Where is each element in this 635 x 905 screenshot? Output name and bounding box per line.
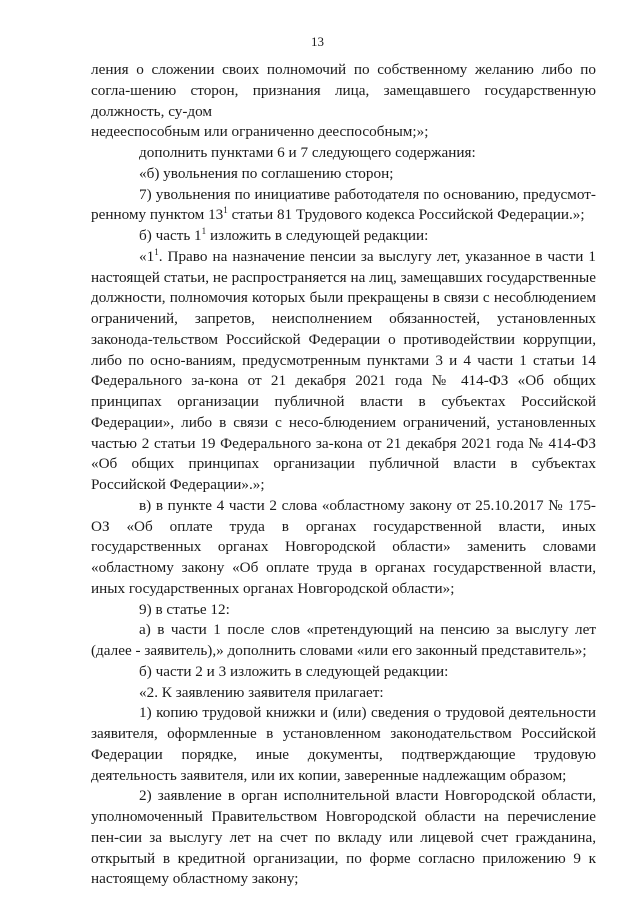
paragraph-text: «1	[139, 247, 155, 265]
superscript: 1	[201, 226, 207, 236]
paragraph: «2. К заявлению заявителя прилагает:	[139, 683, 384, 701]
superscript: 1	[223, 205, 228, 216]
paragraph-text: статьи 81 Трудового кодекса Российской Федерации.»;	[227, 206, 585, 224]
superscript: 1	[154, 246, 159, 257]
paragraph	[91, 185, 596, 227]
paragraph: 2) заявление в орган исполнительной власти Новгородской области, уполномоченный Правительством Новгородской области на перечисление пен-сии за выслугу лет на счет по вкладу или лицевой счет гражданина, открытый в кредитной организации, по форме согласно приложению 9 к настоящему областному закону;	[91, 787, 596, 888]
paragraph	[91, 226, 596, 247]
document-body	[91, 60, 596, 890]
paragraph: «б) увольнения по соглашению сторон;	[139, 164, 394, 182]
paragraph: 9) в статье 12:	[139, 600, 230, 618]
paragraph-text: изложить в следующей редакции:	[206, 227, 429, 244]
paragraph	[91, 247, 596, 496]
paragraph: 1) копию трудовой книжки и (или) сведения о трудовой деятельности заявителя, оформленные в установленном законодательством Российской Федерации порядке, иные документы, подтверждающие трудовую деятельность заявителя, или их копии, заверенные надлежащим образом;	[91, 704, 596, 784]
page-number: 13	[311, 34, 324, 49]
paragraph: б) части 2 и 3 изложить в следующей редакции:	[139, 662, 449, 680]
paragraph: в) в пункте 4 части 2 слова «областному закону от 25.10.2017 № 175-ОЗ «Об оплате труда в органах государственной власти, иных государственных органах Новгородской области» заменить словами «областному закону «Об оплате труда в органах государственной власти, иных государственных органах Новгородской области»;	[91, 496, 596, 597]
paragraph-text: б) часть 1	[139, 227, 202, 244]
paragraph-text: 7) увольнения по инициативе работодателя по основанию, предусмот-ренному пунктом 13	[91, 185, 596, 224]
paragraph: ления о сложении своих полномочий по собственному желанию либо по согла-шению сторон, признания лица, замещавшего государственную должность, су-дом	[91, 61, 596, 120]
paragraph-text: . Право на назначение пенсии за выслугу лет, указанное в части 1 настоящей статьи, не распространяется на лиц, замещавших государственные должности, полномочия которых были прекращены в связи с несоблюдением ограничений, запретов, неисполнением обязанностей, установленных законода-тельством Российской Федерации о противодействии коррупции, либо по осно-ваниям, предусмотренным пунктами 3 и 4 части 1 статьи 14 Федерального за-кона от 21 декабря 2021 года № 414-ФЗ «Об общих принципах организации публичной власти в субъектах Российской Федерации», либо в связи с несо-блюдением ограничений, установленных частью 2 статьи 19 Федерального за-кона от 21 декабря 2021 года № 414-ФЗ «Об общих принципах организации публичной власти в субъектах Российской Федерации».»;	[91, 247, 596, 493]
paragraph: а) в части 1 после слов «претендующий на пенсию за выслугу лет (далее - заявитель),» дополнить словами «или его законный представитель»;	[91, 621, 596, 659]
paragraph: недееспособным или ограниченно дееспособным;»;	[91, 123, 429, 141]
paragraph: дополнить пунктами 6 и 7 следующего содержания:	[139, 144, 476, 161]
